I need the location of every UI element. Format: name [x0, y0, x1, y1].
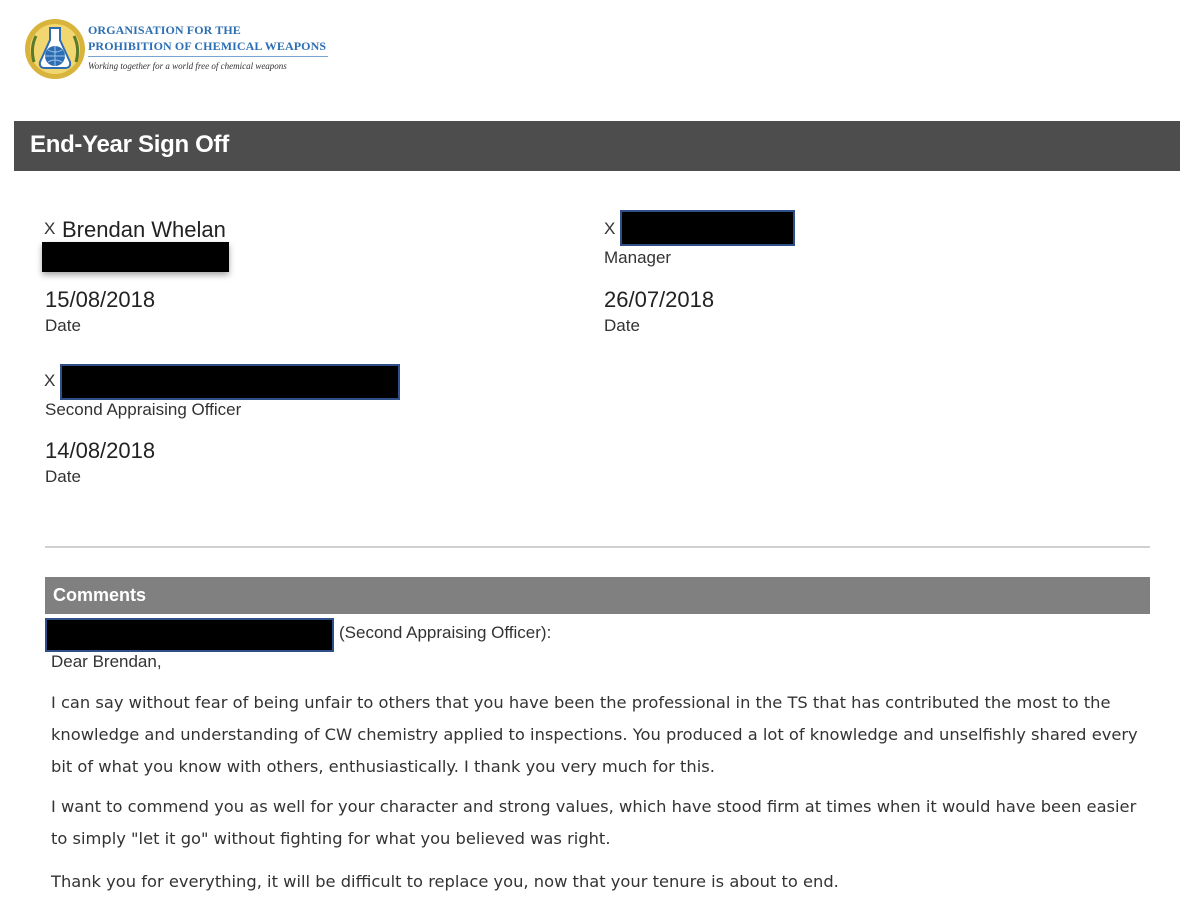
manager-signature-x-mark: X	[604, 219, 616, 238]
second-officer-date-label: Date	[45, 467, 81, 486]
second-officer-role-label: Second Appraising Officer	[45, 400, 242, 419]
opcw-emblem-icon	[24, 18, 86, 80]
staff-date-label: Date	[45, 316, 81, 335]
comment-greeting: Dear Brendan,	[51, 652, 162, 671]
comment-paragraph: Thank you for everything, it will be difficult to replace you, now that your tenure is about to end.	[51, 872, 839, 891]
second-officer-signoff-date: 14/08/2018	[45, 438, 156, 463]
redaction-bar	[60, 364, 400, 400]
comments-header-label: Comments	[53, 585, 147, 605]
logo-org-line2: PROHIBITION OF CHEMICAL WEAPONS	[88, 39, 327, 53]
logo-tagline: Working together for a world free of chemical weapons	[88, 61, 287, 71]
staff-signer-name: Brendan Whelan	[62, 217, 226, 242]
redaction-bar	[45, 618, 334, 652]
section-divider	[45, 546, 1150, 548]
opcw-logo	[24, 18, 354, 84]
comment-paragraph: I want to commend you as well for your character and strong values, which have stood firm at times when it would have been easier to simply "let it go" without fighting for what you believed was right.	[51, 797, 1137, 848]
manager-role-label: Manager	[604, 248, 672, 267]
redaction-bar	[620, 210, 795, 246]
staff-signoff-date: 15/08/2018	[45, 287, 156, 312]
section-title: End-Year Sign Off	[30, 131, 229, 158]
comment-paragraph: I can say without fear of being unfair to others that you have been the professional in the TS that has contributed the most to the knowledge and understanding of CW chemistry applied to inspections. You produced a lot of knowledge and unselfishly shared every bit of what you know with others, enthusiastically. I thank you very much for this.	[51, 693, 1138, 776]
logo-divider	[88, 56, 328, 57]
manager-signoff-date: 26/07/2018	[604, 287, 715, 312]
logo-org-line1: ORGANISATION FOR THE	[88, 23, 241, 37]
comments-header	[45, 577, 1150, 614]
staff-signature-x-mark: X	[44, 219, 56, 238]
redaction-bar	[42, 242, 229, 272]
section-header	[14, 121, 1180, 171]
second-officer-signature-x-mark: X	[44, 371, 56, 390]
manager-date-label: Date	[604, 316, 640, 335]
comment-author-role: (Second Appraising Officer):	[339, 623, 552, 642]
